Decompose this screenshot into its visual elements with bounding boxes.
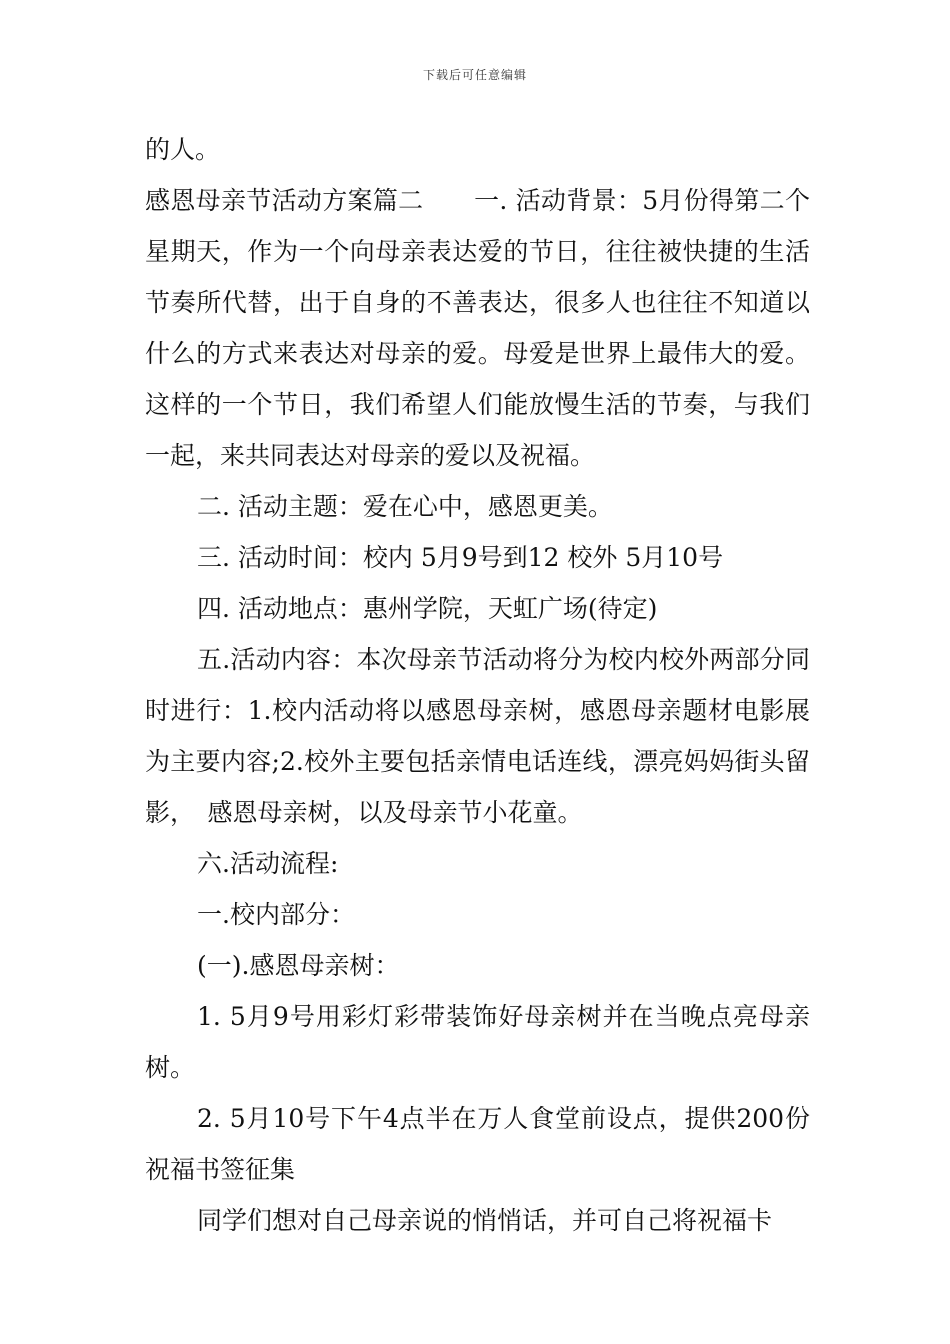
paragraph: 四. 活动地点：惠州学院，天虹广场(待定) (197, 594, 658, 623)
paragraph: 2. 5月10号下午4点半在万人食堂前设点，提供200份祝福书签征集 (145, 1104, 810, 1184)
paragraph: (一).感恩母亲树： (197, 951, 400, 980)
paragraph: 一.校内部分： (197, 900, 355, 929)
paragraph: 同学们想对自己母亲说的悄悄话，并可自己将祝福卡 (197, 1206, 773, 1235)
paragraph: 三. 活动时间：校内 5月9号到12 校外 5月10号 (197, 543, 724, 572)
page-header: 下载后可任意编辑 (422, 68, 527, 82)
paragraph: 感恩母亲节活动方案篇二 一. 活动背景：5月份得第二个星期天，作为一个向母亲表达爱的节日，往往被快捷的生活节奏所代替，出于自身的不善表达，很多人也往往不知道以什么的方式来表达对母亲的爱。母爱是世界上最伟大的爱。这样的一个节日，我们希望人们能放慢生活的节奏，与我们一起，来共同表达对母亲的爱以及祝福。 (145, 186, 810, 470)
paragraph: 六.活动流程: (197, 849, 339, 878)
paragraph: 的人。 (145, 135, 221, 164)
paragraph: 1. 5月9号用彩灯彩带装饰好母亲树并在当晚点亮母亲树。 (145, 1002, 810, 1082)
paragraph: 二. 活动主题：爱在心中，感恩更美。 (197, 492, 613, 521)
document-body (145, 124, 810, 1246)
paragraph: 五.活动内容：本次母亲节活动将分为校内校外两部分同时进行：1.校内活动将以感恩母亲树，感恩母亲题材电影展为主要内容;2.校外主要包括亲情电话连线，漂亮妈妈街头留影， 感恩母亲树，以及母亲节小花童。 (145, 645, 810, 827)
